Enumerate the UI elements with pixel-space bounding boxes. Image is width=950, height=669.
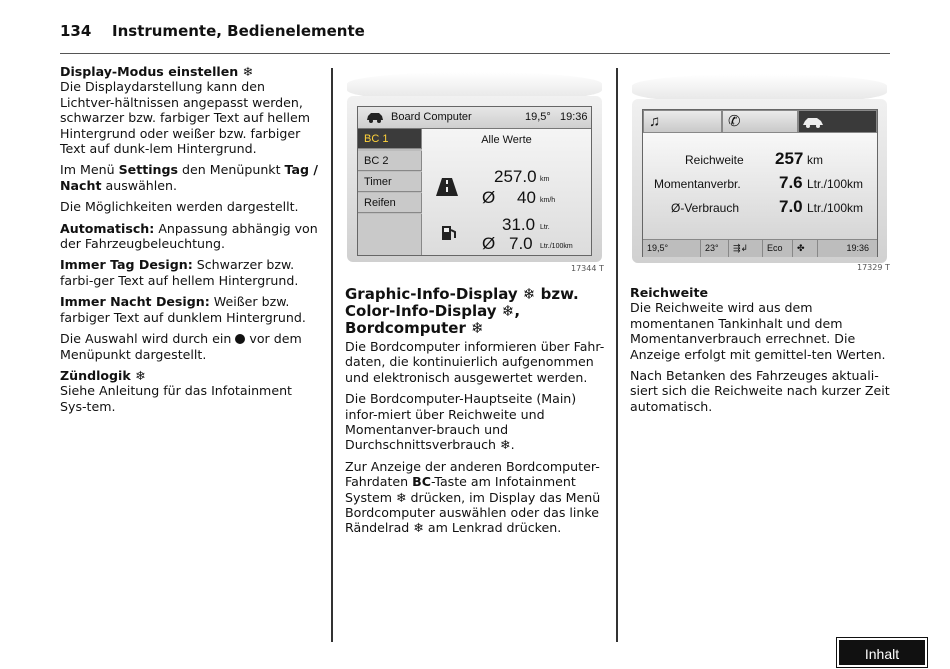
paragraph: [60, 221, 322, 252]
column-divider-2: [616, 68, 618, 642]
text: -Taste am Infotainment System ❄ drücken, im Display das Menü Bordcomputer auswählen oder das linke Rändelrad ❄ am Lenkrad drücken.: [345, 474, 601, 536]
music-icon: ♫: [649, 113, 661, 130]
figure-code: 17344 T: [571, 264, 604, 273]
figure-code: 17329 T: [857, 263, 890, 272]
bullet-dot-icon: [235, 334, 245, 344]
range-unit: km: [807, 153, 823, 167]
clock: 19:36: [560, 111, 588, 123]
menu-empty: [358, 214, 422, 255]
board-computer-display: [357, 106, 592, 256]
avg-consumption-label: Ø-Verbrauch: [671, 201, 740, 215]
speed-value: 40: [517, 188, 536, 207]
color-info-display: [642, 109, 878, 257]
car-icon: [366, 111, 384, 123]
paragraph: Siehe Anleitung für das Infotainment Sys-tem.: [60, 383, 292, 414]
column-range: [630, 285, 892, 420]
term: Immer Nacht Design:: [60, 294, 210, 310]
consumption-value: 7.0: [509, 234, 533, 253]
range-unit: km: [540, 176, 550, 183]
avg-consumption-unit: Ltr./100km: [807, 201, 864, 215]
avg-symbol: Ø: [482, 234, 496, 253]
menu-item-timer: Timer: [358, 172, 422, 192]
range-value: 257.0: [494, 167, 537, 186]
button-name: BC: [412, 474, 431, 490]
fuel-pump-icon: [440, 224, 458, 242]
car-icon: [802, 116, 824, 128]
text: Schwarzer bzw. farbi-ger Text auf hellem Hintergrund.: [60, 257, 299, 288]
paragraph: Die Möglichkeiten werden dargestellt.: [60, 199, 299, 215]
text: auswählen.: [101, 177, 177, 193]
heading-display-mode: Display-Modus einstellen ❄: [60, 64, 254, 79]
clock: 19:36: [846, 243, 869, 253]
text: Zur Anzeige der anderen Bordcomputer-Fahrdaten: [345, 458, 600, 490]
table-of-contents-button[interactable]: Inhalt: [837, 638, 927, 667]
heading-ignition-logic: Zündlogik ❄: [60, 367, 146, 383]
fan-icon: ✤: [793, 240, 818, 257]
avg-symbol: Ø: [482, 188, 496, 207]
header-divider: [60, 53, 890, 54]
column-display-mode: [60, 64, 322, 420]
display-title-bar: [358, 107, 591, 129]
airflow-icon: ⇶↲: [729, 240, 763, 257]
menu-name: Settings: [118, 162, 179, 178]
page-title: Instrumente, Bedienelemente: [112, 22, 365, 40]
paragraph: Die Bordcomputer-Hauptseite (Main) infor-miert über Reichweite und Momentanver-brauch und Durchschnittsverbrauch ❄.: [345, 391, 577, 453]
paragraph: [60, 331, 322, 362]
paragraph: [345, 459, 607, 536]
paragraph: Die Reichweite wird aus dem momentanen Tankinhalt und dem Momentanverbrauch errechnet. Die Anzeige erfolgt mit gemittel-ten Werten.: [630, 300, 886, 362]
inside-temperature: 23°: [701, 240, 729, 257]
paragraph: Die Bordcomputer informieren über Fahr-daten, die kontinuierlich aufgenommen und elektronisch ausgewertet werden.: [345, 339, 605, 385]
page-number: 134: [60, 22, 92, 40]
menu-item-bc1: BC 1: [358, 129, 422, 149]
text: den Menüpunkt: [178, 162, 285, 178]
menu-item-name: Tag / Nacht: [60, 162, 318, 193]
menu-item-reifen: Reifen: [358, 193, 422, 213]
phone-icon: ✆: [728, 113, 741, 130]
main-heading: Alle Werte: [481, 134, 532, 146]
display-title: Board Computer: [391, 111, 472, 123]
menu-item-bc2: BC 2: [358, 151, 422, 171]
range-label: Reichweite: [685, 153, 744, 167]
text: Die Auswahl wird durch ein: [60, 331, 236, 347]
tab-phone: [722, 110, 798, 133]
display-main: [643, 133, 877, 239]
paragraph: Nach Betanken des Fahrzeuges aktuali-siert sich die Reichweite nach kurzer Zeit automatisch.: [630, 368, 890, 414]
avg-consumption-value: 7.0: [779, 197, 803, 216]
heading-range: Reichweite: [630, 285, 709, 300]
tab-board-computer: [798, 110, 877, 133]
current-consumption-unit: Ltr./100km: [807, 177, 864, 191]
text: Anpassung abhängig von der Fahrzeugbeleuchtung.: [60, 220, 318, 252]
paragraph: [60, 257, 322, 288]
temperature: 19,5°: [525, 111, 551, 123]
column-board-computer: [345, 286, 607, 542]
speed-unit: km/h: [540, 197, 556, 204]
current-consumption-label: Momentanverbr.: [654, 177, 741, 191]
display-main: [422, 129, 591, 255]
fuel-value: 31.0: [502, 215, 536, 234]
section-title: Graphic-Info-Display ❄ bzw. Color-Info-Display ❄, Bordcomputer ❄: [345, 285, 579, 337]
paragraph: [60, 162, 322, 193]
text: Im Menü: [60, 162, 119, 178]
eco-mode: Eco: [763, 240, 793, 257]
fuel-unit: Ltr.: [540, 224, 550, 231]
term: Automatisch:: [60, 220, 155, 236]
text: Weißer bzw. farbiger Text auf dunklem Hintergrund.: [60, 294, 306, 325]
tab-audio: [643, 110, 722, 133]
consumption-unit: Ltr./100km: [540, 243, 573, 250]
current-consumption-value: 7.6: [779, 173, 803, 192]
range-value: 257: [775, 149, 804, 168]
road-icon: [436, 178, 458, 196]
text: vor dem Menüpunkt dargestellt.: [60, 331, 302, 362]
paragraph: Die Displaydarstellung kann den Lichtver-hältnissen angepasst werden, schwarzer bzw. farbiger Text auf hellem Hintergrund oder weißer bzw. farbiger Text auf dunk-lem Hintergrund.: [60, 79, 311, 157]
status-bar: [643, 239, 877, 257]
term: Immer Tag Design:: [60, 257, 193, 273]
outside-temperature: 19,5°: [643, 240, 701, 257]
paragraph: [60, 294, 322, 325]
column-divider-1: [331, 68, 333, 642]
